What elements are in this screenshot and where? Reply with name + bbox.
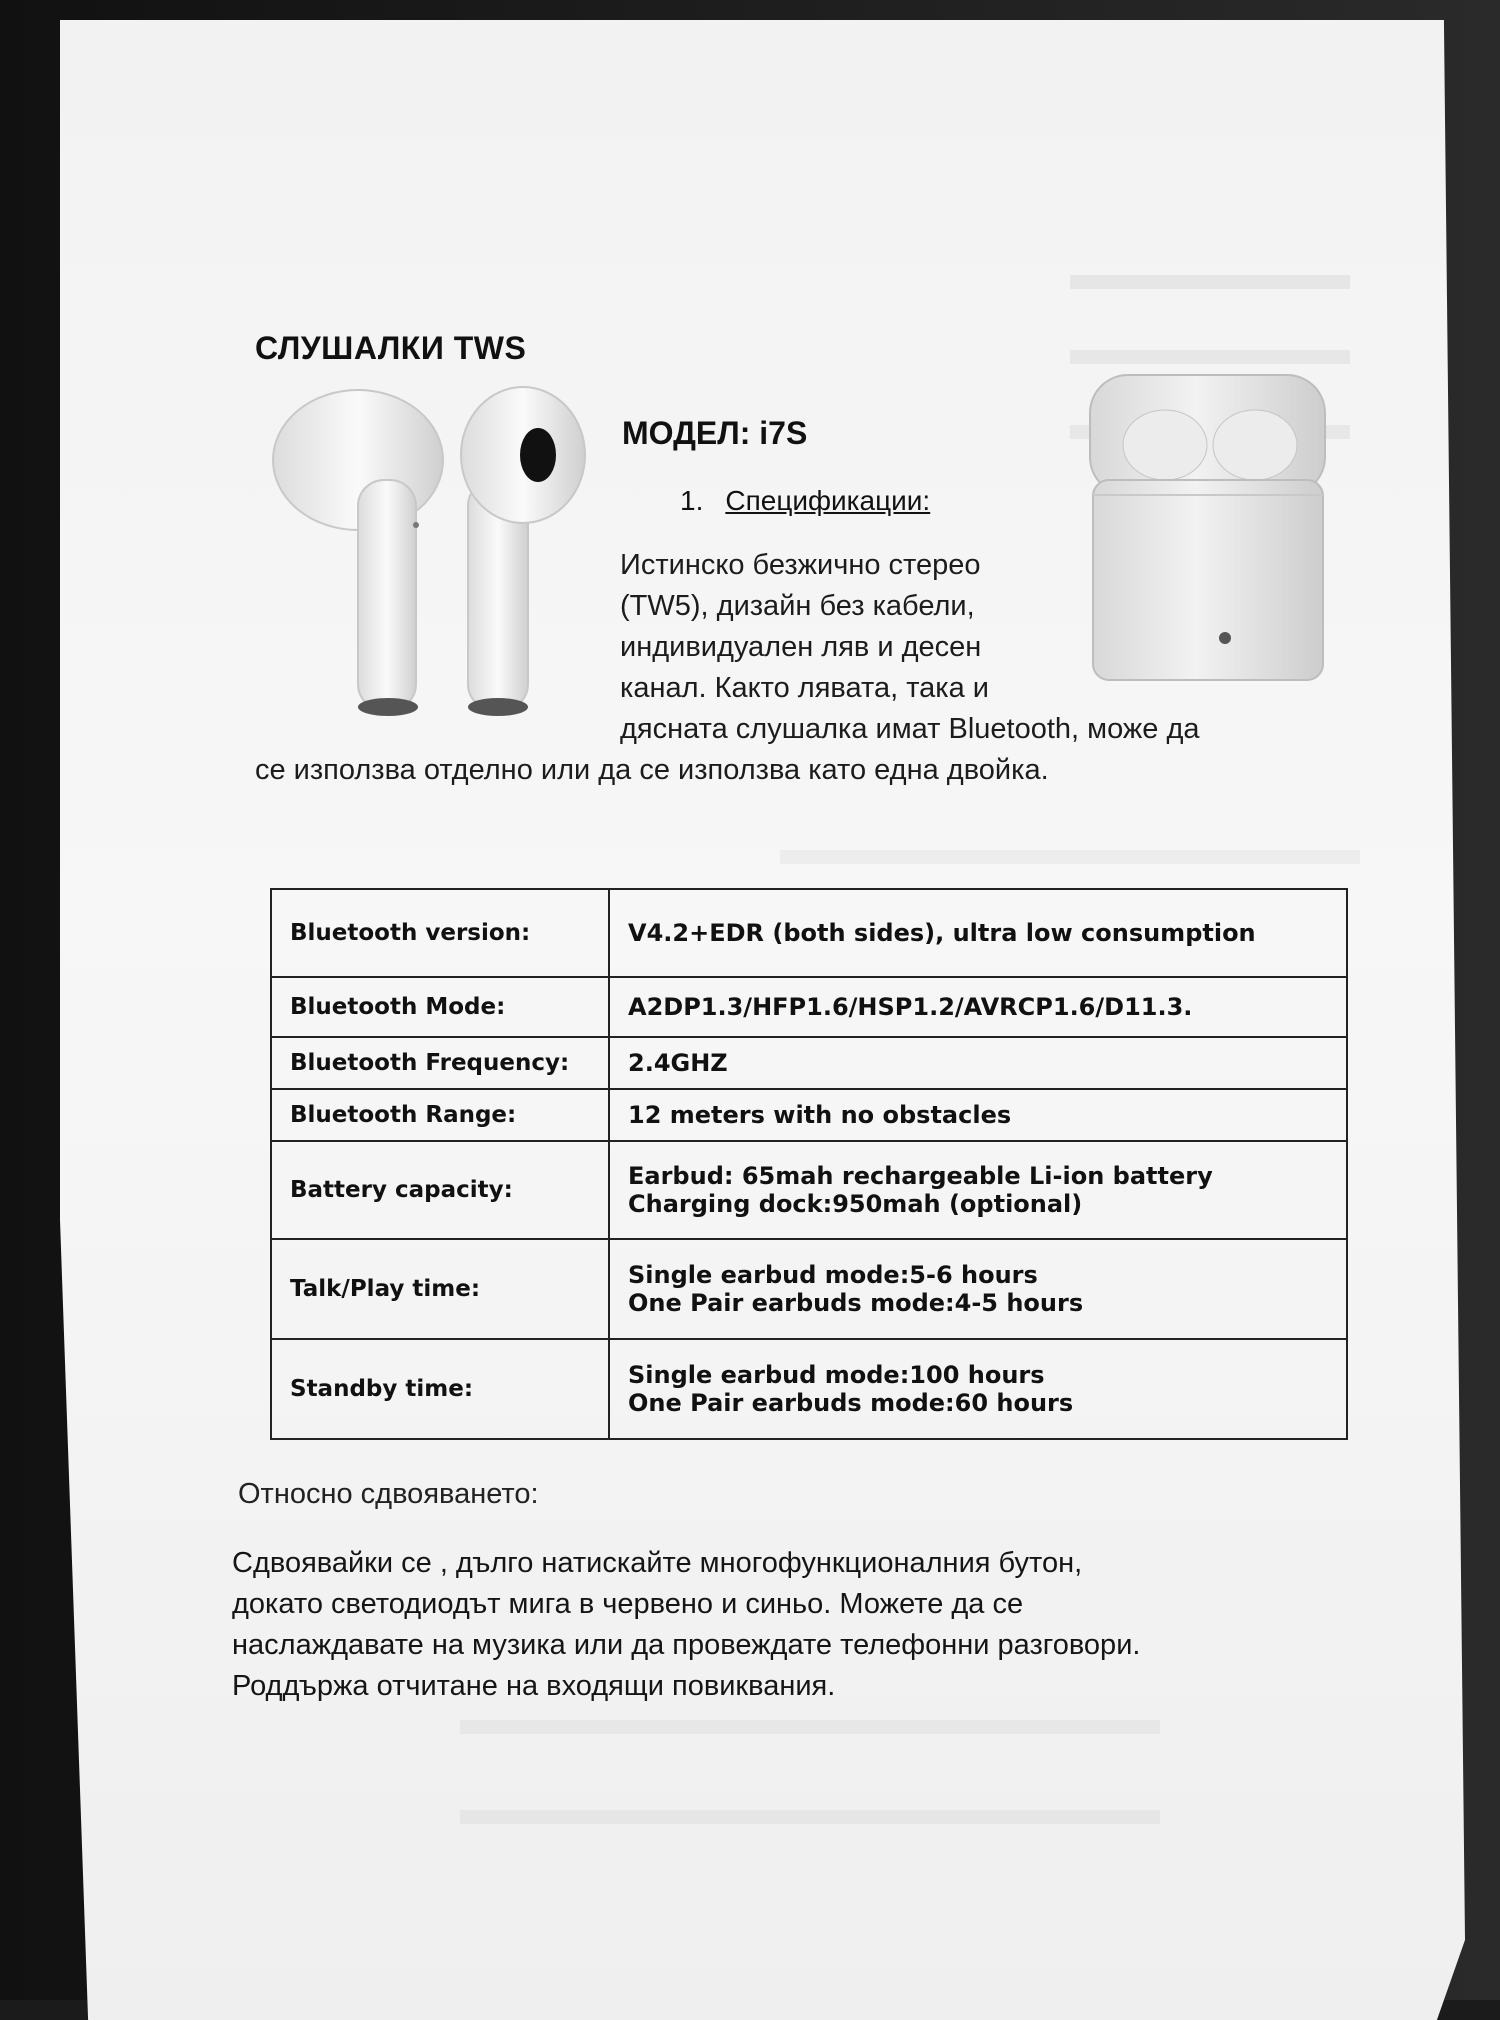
spec-key: Bluetooth Range: xyxy=(271,1089,609,1141)
table-row xyxy=(271,1141,1347,1239)
spec-value xyxy=(609,1239,1347,1339)
doc-title: СЛУШАЛКИ TWS xyxy=(255,330,527,366)
intro-line: се използва отделно или да се използва като една двойка. xyxy=(255,754,1049,786)
spec-value-line: Single earbud mode:5-6 hours xyxy=(628,1261,1038,1289)
pairing-line: Сдвоявайки се , дълго натискайте многофункционалния бутон, xyxy=(232,1547,1083,1579)
spec-value: 2.4GHZ xyxy=(609,1037,1347,1089)
spec-key: Bluetooth version: xyxy=(271,889,609,977)
pairing-line: докато светодиодът мига в червено и синьо. Можете да се xyxy=(232,1588,1024,1620)
intro-line: Истинско безжично стерео xyxy=(620,549,981,581)
spec-value: V4.2+EDR (both sides), ultra low consumption xyxy=(609,889,1347,977)
specs-table xyxy=(270,888,1348,1440)
intro-line: (TW5), дизайн без кабели, xyxy=(620,590,975,622)
earbuds-image xyxy=(268,385,608,730)
spec-value xyxy=(609,1339,1347,1439)
table-row xyxy=(271,1239,1347,1339)
pairing-paragraph xyxy=(232,1543,1352,1707)
spec-value-line: One Pair earbuds mode:4-5 hours xyxy=(628,1289,1084,1317)
pairing-line: Роддържа отчитане на входящи повиквания. xyxy=(232,1670,836,1702)
spec-value-line: Single earbud mode:100 hours xyxy=(628,1361,1045,1389)
spec-value xyxy=(609,1141,1347,1239)
pairing-heading: Относно сдвояването: xyxy=(238,1478,539,1510)
pairing-line: наслаждавате на музика или да провеждате телефонни разговори. xyxy=(232,1629,1141,1661)
list-number: 1. xyxy=(680,485,704,516)
charging-case-image xyxy=(1085,370,1330,690)
specifications-label: Спецификации: xyxy=(725,485,931,516)
table-row xyxy=(271,889,1347,977)
table-row xyxy=(271,977,1347,1037)
spec-key: Bluetooth Frequency: xyxy=(271,1037,609,1089)
specifications-heading xyxy=(680,485,930,517)
spec-value: A2DP1.3/HFP1.6/HSP1.2/AVRCP1.6/D11.3. xyxy=(609,977,1347,1037)
spec-value: 12 meters with no obstacles xyxy=(609,1089,1347,1141)
spec-key: Battery capacity: xyxy=(271,1141,609,1239)
spec-key: Standby time: xyxy=(271,1339,609,1439)
intro-line: канал. Както лявата, така и xyxy=(620,672,989,704)
table-row xyxy=(271,1339,1347,1439)
table-row xyxy=(271,1089,1347,1141)
spec-value-line: Charging dock:950mah (optional) xyxy=(628,1190,1083,1218)
table-row xyxy=(271,1037,1347,1089)
spec-value-line: Earbud: 65mah rechargeable Li-ion battery xyxy=(628,1162,1213,1190)
spec-value-line: One Pair earbuds mode:60 hours xyxy=(628,1389,1074,1417)
spec-key: Talk/Play time: xyxy=(271,1239,609,1339)
spec-key: Bluetooth Mode: xyxy=(271,977,609,1037)
intro-paragraph xyxy=(620,545,1000,709)
intro-line: индивидуален ляв и десен xyxy=(620,631,982,663)
intro-line: дясната слушалка имат Bluetooth, може да xyxy=(620,713,1200,745)
model-heading: МОДЕЛ: i7S xyxy=(622,415,808,451)
